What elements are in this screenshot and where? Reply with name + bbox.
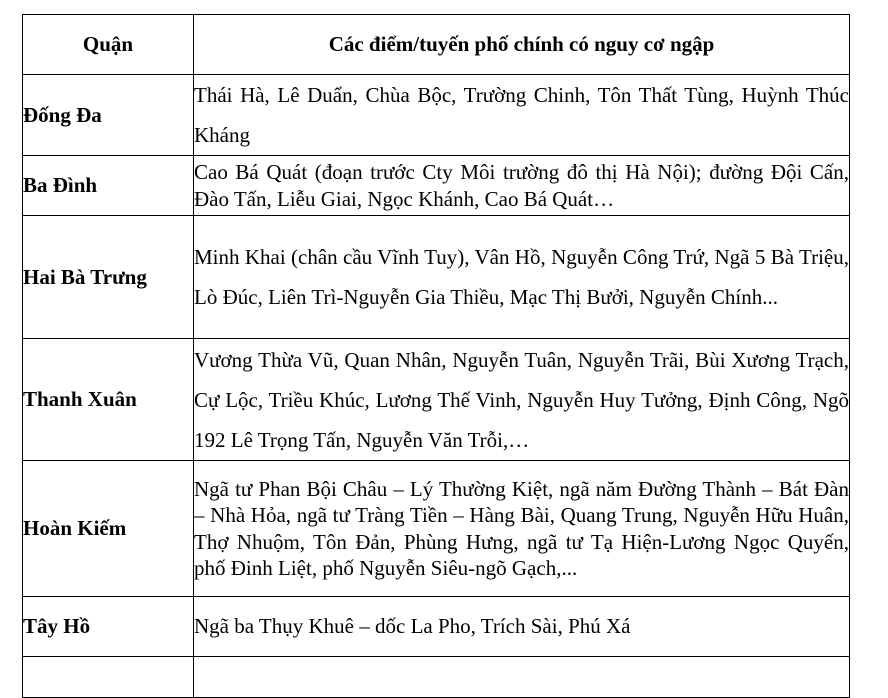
flood-risk-table xyxy=(22,14,850,698)
table-row-cut-off xyxy=(23,657,850,698)
district-column-header: Quận xyxy=(23,15,194,75)
district-cell: Tây Hồ xyxy=(23,597,194,657)
streets-cell: Vương Thừa Vũ, Quan Nhân, Nguyễn Tuân, Nguyễn Trãi, Bùi Xương Trạch, Cự Lộc, Triều Khúc, Lương Thế Vinh, Nguyễn Huy Tưởng, Định Công, Ngõ 192 Lê Trọng Tấn, Nguyễn Văn Trỗi,… xyxy=(194,339,850,461)
streets-cell: Cao Bá Quát (đoạn trước Cty Môi trường đô thị Hà Nội); đường Đội Cấn, Đào Tấn, Liễu Giai, Ngọc Khánh, Cao Bá Quát… xyxy=(194,156,850,216)
streets-column-header: Các điểm/tuyến phố chính có nguy cơ ngập xyxy=(194,15,850,75)
district-cell: Ba Đình xyxy=(23,156,194,216)
district-cell-cut-off xyxy=(23,657,194,698)
streets-cell: Ngã tư Phan Bội Châu – Lý Thường Kiệt, ngã năm Đường Thành – Bát Đàn – Nhà Hỏa, ngã tư Tràng Tiền – Hàng Bài, Quang Trung, Nguyễn Hữu Huân, Thợ Nhuộm, Tôn Đản, Phùng Hưng, ngã tư Tạ Hiện-Lương Ngọc Quyến, phố Đinh Liệt, phố Nguyễn Siêu-ngõ Gạch,... xyxy=(194,461,850,597)
table-row xyxy=(23,339,850,461)
streets-cell-cut-off xyxy=(194,657,850,698)
table-row xyxy=(23,156,850,216)
table-row xyxy=(23,75,850,156)
district-cell: Thanh Xuân xyxy=(23,339,194,461)
streets-cell: Minh Khai (chân cầu Vĩnh Tuy), Vân Hồ, Nguyễn Công Trứ, Ngã 5 Bà Triệu, Lò Đúc, Liên Trì-Nguyễn Gia Thiều, Mạc Thị Bưởi, Nguyễn Chính... xyxy=(194,216,850,339)
district-cell: Hoàn Kiếm xyxy=(23,461,194,597)
district-cell: Hai Bà Trưng xyxy=(23,216,194,339)
streets-cell: Thái Hà, Lê Duẩn, Chùa Bộc, Trường Chinh, Tôn Thất Tùng, Huỳnh Thúc Kháng xyxy=(194,75,850,156)
table-row xyxy=(23,216,850,339)
table-row xyxy=(23,597,850,657)
table-row xyxy=(23,461,850,597)
streets-cell: Ngã ba Thụy Khuê – dốc La Pho, Trích Sài, Phú Xá xyxy=(194,597,850,657)
district-cell: Đống Đa xyxy=(23,75,194,156)
table-header-row xyxy=(23,15,850,75)
